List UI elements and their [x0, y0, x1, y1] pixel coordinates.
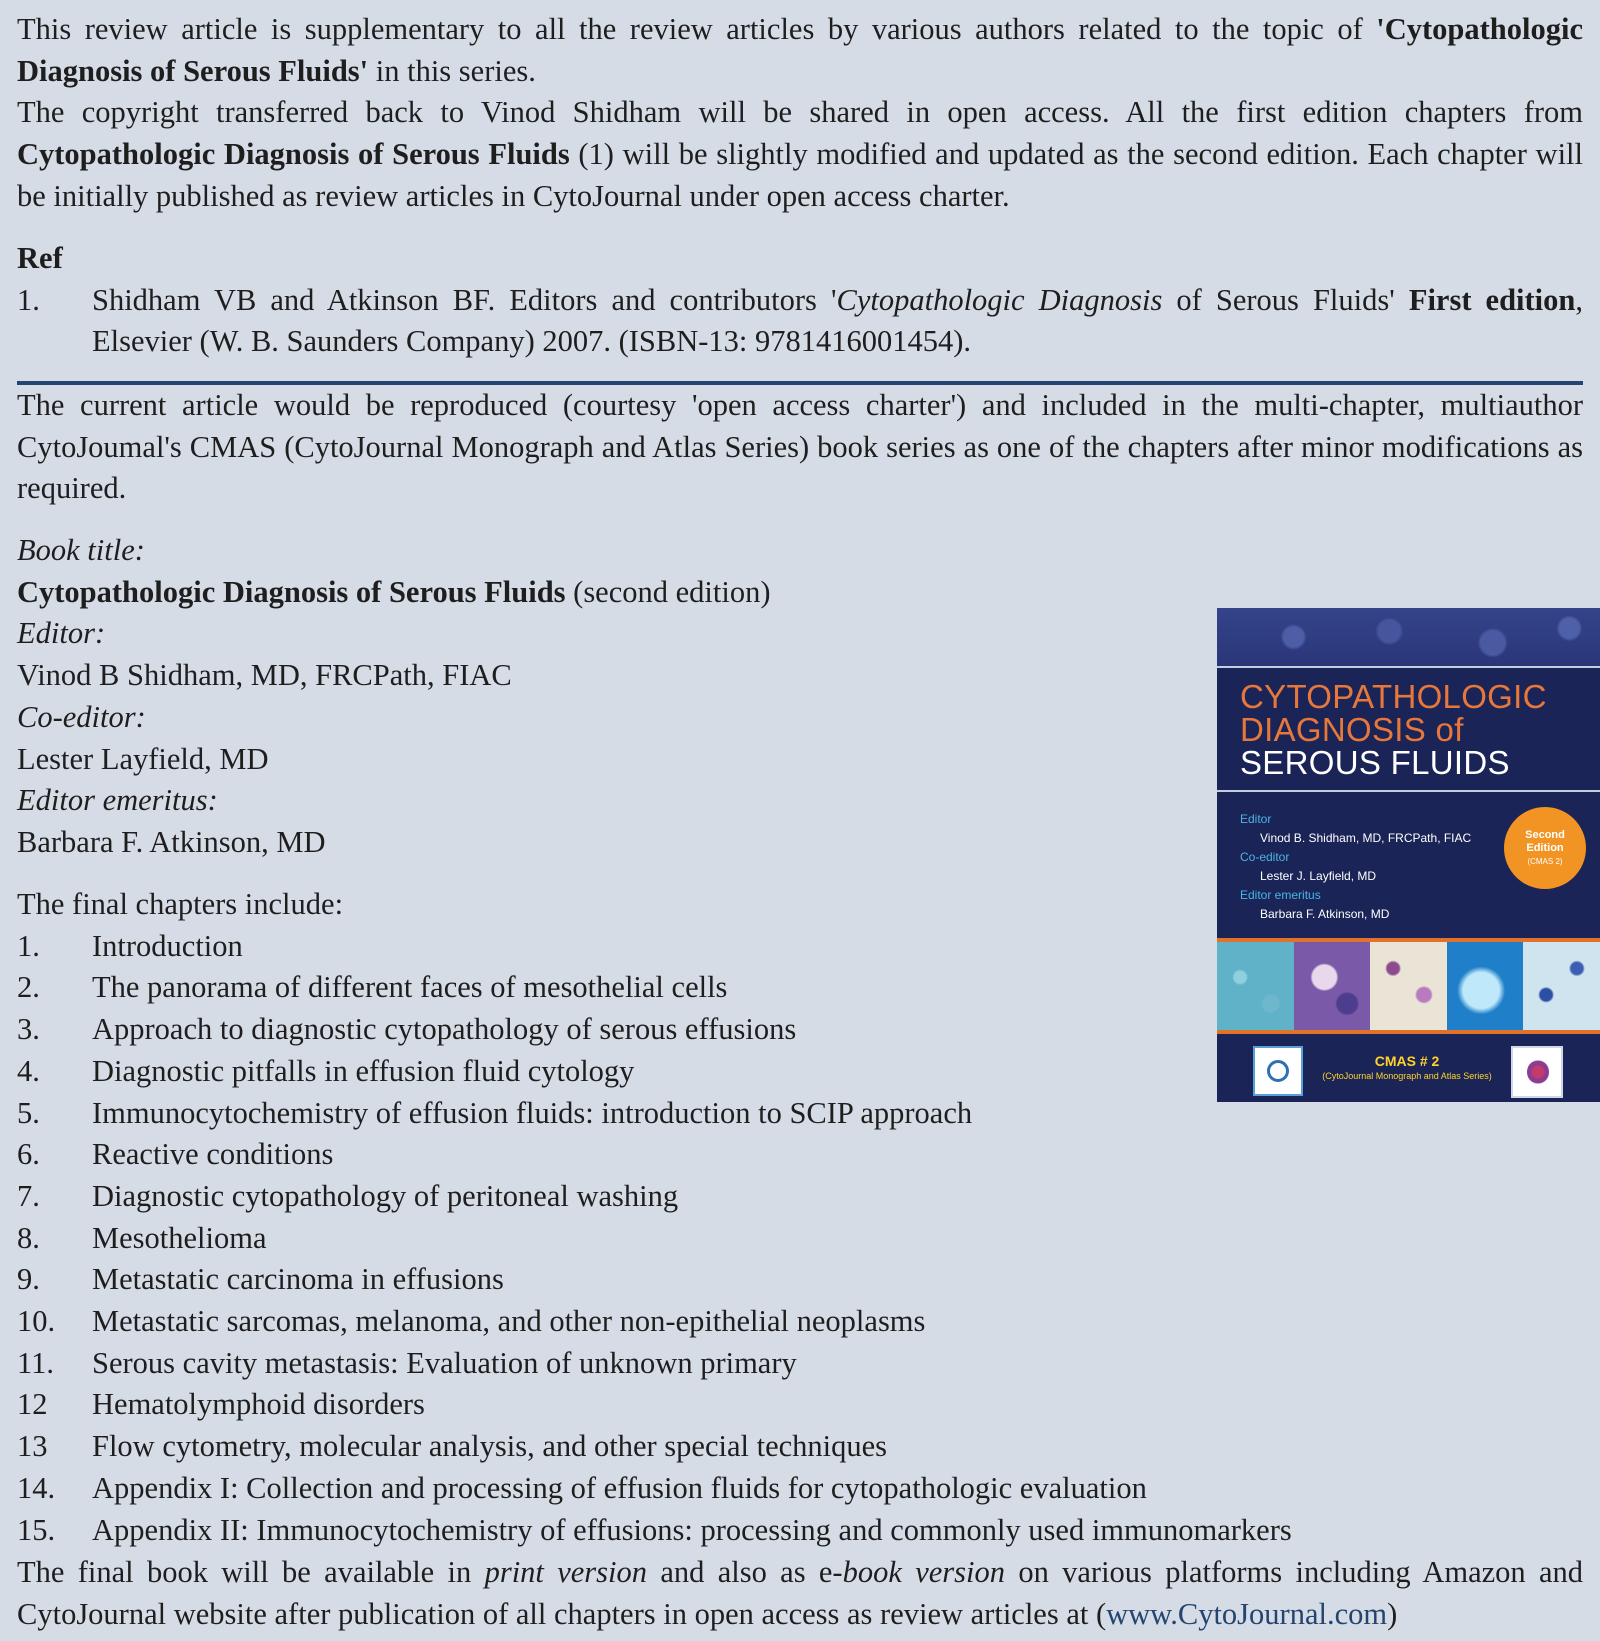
chapter-title: Mesothelioma: [92, 1220, 267, 1255]
chapter-title: Flow cytometry, molecular analysis, and other special techniques: [92, 1429, 888, 1464]
cover-micrograph-strip: [1217, 938, 1600, 1034]
references-heading: Ref: [17, 241, 63, 275]
chapter-title: Appendix I: Collection and processing of effusion fluids for cytopathologic evaluation: [92, 1470, 1147, 1505]
reference-number: 1.: [17, 282, 40, 317]
references-section: [17, 238, 1583, 363]
cover-title: CYTOPATHOLOGIC DIAGNOSIS of SEROUS FLUIDS: [1240, 678, 1547, 781]
chapter-number: 13: [17, 1429, 48, 1464]
chapter-title: Diagnostic cytopathology of peritoneal washing: [92, 1178, 679, 1213]
website-link[interactable]: www.CytoJournal.com: [1106, 1596, 1388, 1631]
chapter-title: Hematolymphoid disorders: [92, 1387, 425, 1422]
chapter-number: 10.: [17, 1304, 56, 1339]
chapter-item: [17, 1259, 1583, 1301]
availability-section: [17, 1552, 1583, 1635]
micrograph-image: [1523, 942, 1600, 1030]
chapter-number: 1.: [17, 928, 40, 963]
chapter-title: Appendix II: Immunocytochemistry of effusions: processing and commonly used immunomarkers: [92, 1512, 1292, 1547]
chapter-item: [17, 1176, 1583, 1218]
chapter-number: 3.: [17, 1012, 40, 1047]
chapter-number: 5.: [17, 1095, 40, 1130]
intro-section: [17, 9, 1583, 218]
chapter-number: 14.: [17, 1470, 56, 1505]
coeditor-label: Co-editor:: [17, 699, 146, 734]
charter-section: [17, 385, 1583, 510]
cover-bottom: [1217, 1034, 1600, 1102]
chapter-number: 7.: [17, 1178, 40, 1213]
intro-text: (1) will be slightly modified and updated as the second edition. Each chapter will be initially published as review articles in CytoJournal under open access charter.: [17, 137, 1583, 213]
emeritus-name: Barbara F. Atkinson, MD: [17, 824, 326, 859]
chapter-title: Serous cavity metastasis: Evaluation of unknown primary: [92, 1345, 797, 1380]
book-cover: [1217, 608, 1600, 1102]
availability-paragraph: The final book will be available in print version and also as e-book version on various platforms including Amazon and CytoJournal website after publication of all chapters in open access as review articles at (www.CytoJournal.com): [17, 1555, 1583, 1631]
chapter-item: [17, 1384, 1583, 1426]
cover-divider: [1217, 790, 1600, 792]
chapter-title: Introduction: [92, 928, 243, 963]
cover-top-image: [1217, 608, 1600, 666]
cover-editors: Editor Vinod B. Shidham, MD, FRCPath, FIAC Co-editor Lester J. Layfield, MD Editor emeritus Barbara F. Atkinson, MD: [1240, 812, 1472, 921]
publisher-logo-icon: [1253, 1046, 1303, 1096]
micrograph-image: [1370, 942, 1447, 1030]
edition-badge: Second Edition (CMAS 2): [1507, 810, 1583, 886]
chapter-number: 8.: [17, 1220, 40, 1255]
book-name: Cytopathologic Diagnosis of Serous Fluids: [17, 137, 570, 172]
intro-text: The copyright transferred back to Vinod Shidham will be shared in open access. All the first edition chapters from: [17, 95, 1583, 130]
book-title: Cytopathologic Diagnosis of Serous Fluids (second edition): [17, 574, 771, 609]
micrograph-image: [1294, 942, 1371, 1030]
intro-text: This review article is supplementary to all the review articles by various authors related to the topic of: [17, 12, 1377, 46]
chapter-number: 2.: [17, 970, 40, 1005]
reference-text: Shidham VB and Atkinson BF. Editors and contributors 'Cytopathologic Diagnosis of Serous Fluids' First edition, Elsevier (W. B. Saunders Company) 2007. (ISBN-13: 9781416001454).: [92, 282, 1583, 359]
micrograph-image: [1217, 942, 1294, 1030]
foundation-logo-icon: [1511, 1046, 1563, 1098]
chapter-title: Reactive conditions: [92, 1137, 334, 1172]
chapter-title: Metastatic carcinoma in effusions: [92, 1262, 504, 1297]
chapter-number: 11.: [17, 1345, 54, 1380]
intro-paragraph-1: [17, 9, 1583, 92]
chapter-number: 9.: [17, 1262, 40, 1297]
chapter-number: 12: [17, 1387, 48, 1422]
reference-item: [17, 280, 1583, 363]
chapter-number: 15.: [17, 1512, 56, 1547]
series-topic: 'Cytopathologic Diagnosis of Serous Fluids': [17, 12, 1583, 88]
chapter-item: [17, 1218, 1583, 1260]
editor-label: Editor:: [17, 616, 106, 651]
coeditor-name: Lester Layfield, MD: [17, 741, 269, 776]
series-label: CMAS # 2 (CytoJournal Monograph and Atlas Series): [1322, 1053, 1492, 1081]
chapter-title: Immunocytochemistry of effusion fluids: introduction to SCIP approach: [92, 1095, 973, 1130]
cover-divider: [1217, 666, 1600, 668]
chapter-item: [17, 1301, 1583, 1343]
chapter-item: [17, 1468, 1583, 1510]
chapter-title: Diagnostic pitfalls in effusion fluid cytology: [92, 1053, 635, 1088]
book-title-label: Book title:: [17, 533, 145, 567]
editor-name: Vinod B Shidham, MD, FRCPath, FIAC: [17, 658, 512, 693]
charter-paragraph: The current article would be reproduced (courtesy 'open access charter') and included in the multi-chapter, multiauthor CytoJoumal's CMAS (CytoJournal Monograph and Atlas Series) book series as one of the chapters after minor modifications as required.: [17, 388, 1583, 506]
chapter-number: 4.: [17, 1053, 40, 1088]
chapter-title: Approach to diagnostic cytopathology of serous effusions: [92, 1012, 797, 1047]
micrograph-image: [1447, 942, 1524, 1030]
chapter-item: [17, 1343, 1583, 1385]
chapter-title: Metastatic sarcomas, melanoma, and other non-epithelial neoplasms: [92, 1304, 926, 1339]
chapter-item: [17, 1134, 1583, 1176]
chapters-intro: The final chapters include:: [17, 887, 344, 921]
intro-text: in this series.: [368, 53, 536, 88]
chapter-item: [17, 1510, 1583, 1552]
reference-list: [17, 280, 1583, 363]
chapter-title: The panorama of different faces of mesothelial cells: [92, 970, 728, 1005]
chapter-number: 6.: [17, 1137, 40, 1172]
chapter-item: [17, 1426, 1583, 1468]
intro-paragraph-2: [17, 92, 1583, 217]
emeritus-label: Editor emeritus:: [17, 783, 218, 818]
